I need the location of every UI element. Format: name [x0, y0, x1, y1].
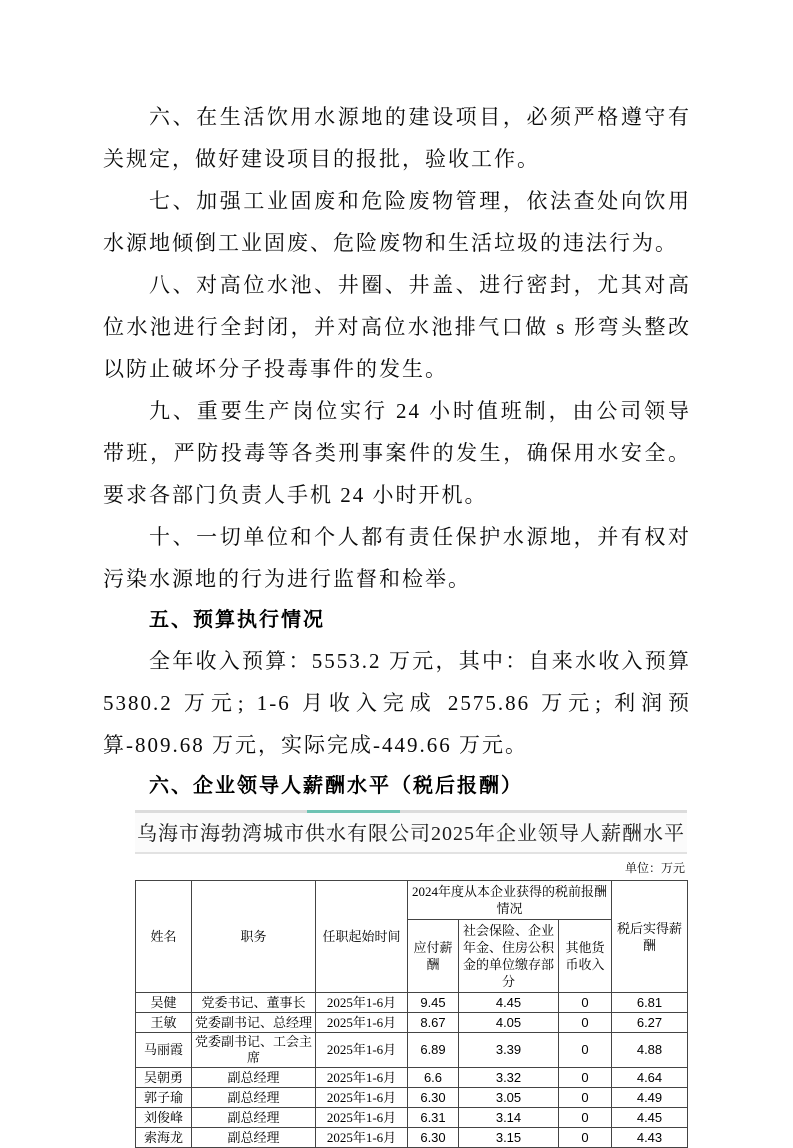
- cell-start-date: 2025年1-6月: [316, 1033, 408, 1068]
- salary-table: [135, 880, 688, 1148]
- cell-after-tax: 6.81: [612, 993, 688, 1013]
- cell-other: 0: [559, 1128, 612, 1148]
- cell-position: 党委书记、董事长: [192, 993, 316, 1013]
- table-row: [136, 1068, 688, 1088]
- cell-name: 索海龙: [136, 1128, 192, 1148]
- cell-position: 副总经理: [192, 1088, 316, 1108]
- cell-position: 副总经理: [192, 1108, 316, 1128]
- body-paragraph: 七、加强工业固废和危险废物管理，依法查处向饮用水源地倾倒工业固废、危险废物和生活垃圾的违法行为。: [103, 189, 691, 255]
- cell-payable: 8.67: [408, 1013, 459, 1033]
- document-content: [103, 96, 691, 1148]
- col-header-start-date: 任职起始时间: [316, 881, 408, 993]
- cell-name: 马丽霞: [136, 1033, 192, 1068]
- section-heading-salary: 六、企业领导人薪酬水平（税后报酬）: [149, 775, 523, 797]
- cell-social: 3.39: [459, 1033, 559, 1068]
- table-row: [136, 993, 688, 1013]
- cell-other: 0: [559, 1013, 612, 1033]
- cell-social: 3.05: [459, 1088, 559, 1108]
- cell-payable: 6.89: [408, 1033, 459, 1068]
- cell-name: 吴健: [136, 993, 192, 1013]
- cell-other: 0: [559, 1068, 612, 1088]
- body-paragraph: 八、对高位水池、井圈、井盖、进行密封，尤其对高位水池进行全封闭，并对高位水池排气口做 s 形弯头整改以防止破坏分子投毒事件的发生。: [103, 273, 691, 381]
- cell-after-tax: 4.64: [612, 1068, 688, 1088]
- cell-social: 3.15: [459, 1128, 559, 1148]
- cell-payable: 9.45: [408, 993, 459, 1013]
- cell-social: 4.05: [459, 1013, 559, 1033]
- cell-social: 3.14: [459, 1108, 559, 1128]
- col-header-after-tax: 税后实得薪酬: [612, 881, 688, 993]
- title-band-strip: [135, 810, 687, 813]
- cell-other: 0: [559, 1033, 612, 1068]
- cell-payable: 6.30: [408, 1088, 459, 1108]
- cell-start-date: 2025年1-6月: [316, 1068, 408, 1088]
- cell-payable: 6.30: [408, 1128, 459, 1148]
- cell-after-tax: 6.27: [612, 1013, 688, 1033]
- salary-table-title: 乌海市海勃湾城市供水有限公司2025年企业领导人薪酬水平: [135, 813, 687, 854]
- cell-position: 党委副书记、总经理: [192, 1013, 316, 1033]
- col-header-position: 职务: [192, 881, 316, 993]
- cell-position: 副总经理: [192, 1068, 316, 1088]
- cell-social: 4.45: [459, 993, 559, 1013]
- cell-name: 吴朝勇: [136, 1068, 192, 1088]
- cell-after-tax: 4.45: [612, 1108, 688, 1128]
- table-row: [136, 1088, 688, 1108]
- col-header-social: 社会保险、企业年金、住房公积金的单位缴存部分: [459, 920, 559, 993]
- body-paragraph: 六、在生活饮用水源地的建设项目，必须严格遵守有关规定，做好建设项目的报批，验收工作。: [103, 105, 691, 171]
- table-row: [136, 1033, 688, 1068]
- cell-position: 副总经理: [192, 1128, 316, 1148]
- col-header-payable: 应付薪酬: [408, 920, 459, 993]
- col-header-pretax-group: 2024年度从本企业获得的税前报酬情况: [408, 881, 612, 920]
- cell-position: 党委副书记、工会主席: [192, 1033, 316, 1068]
- cell-start-date: 2025年1-6月: [316, 1088, 408, 1108]
- body-paragraph: 全年收入预算：5553.2 万元，其中：自来水收入预算 5380.2 万元; 1-6 月收入完成 2575.86 万元; 利润预算-809.68 万元，实际完成-449.66 万元。: [103, 649, 691, 757]
- cell-social: 3.32: [459, 1068, 559, 1088]
- table-row: [136, 1128, 688, 1148]
- col-header-other-income: 其他货币收入: [559, 920, 612, 993]
- cell-other: 0: [559, 1088, 612, 1108]
- cell-start-date: 2025年1-6月: [316, 1108, 408, 1128]
- cell-start-date: 2025年1-6月: [316, 993, 408, 1013]
- cell-after-tax: 4.88: [612, 1033, 688, 1068]
- cell-start-date: 2025年1-6月: [316, 1013, 408, 1033]
- col-header-name: 姓名: [136, 881, 192, 993]
- cell-payable: 6.31: [408, 1108, 459, 1128]
- teal-accent-line: [307, 810, 400, 813]
- cell-name: 王敏: [136, 1013, 192, 1033]
- cell-after-tax: 4.49: [612, 1088, 688, 1108]
- cell-after-tax: 4.43: [612, 1128, 688, 1148]
- table-header-row-group: [136, 881, 688, 920]
- cell-name: 郭子瑜: [136, 1088, 192, 1108]
- cell-payable: 6.6: [408, 1068, 459, 1088]
- body-paragraph: 十、一切单位和个人都有责任保护水源地，并有权对污染水源地的行为进行监督和检举。: [103, 525, 691, 591]
- cell-name: 刘俊峰: [136, 1108, 192, 1128]
- section-heading-budget: 五、预算执行情况: [149, 609, 325, 631]
- cell-other: 0: [559, 1108, 612, 1128]
- unit-label: 单位：万元: [624, 861, 685, 875]
- table-row: [136, 1013, 688, 1033]
- cell-other: 0: [559, 993, 612, 1013]
- body-paragraph: 九、重要生产岗位实行 24 小时值班制，由公司领导带班，严防投毒等各类刑事案件的发生，确保用水安全。要求各部门负责人手机 24 小时开机。: [103, 399, 691, 507]
- salary-table-section: [135, 810, 687, 1148]
- cell-start-date: 2025年1-6月: [316, 1128, 408, 1148]
- table-row: [136, 1108, 688, 1128]
